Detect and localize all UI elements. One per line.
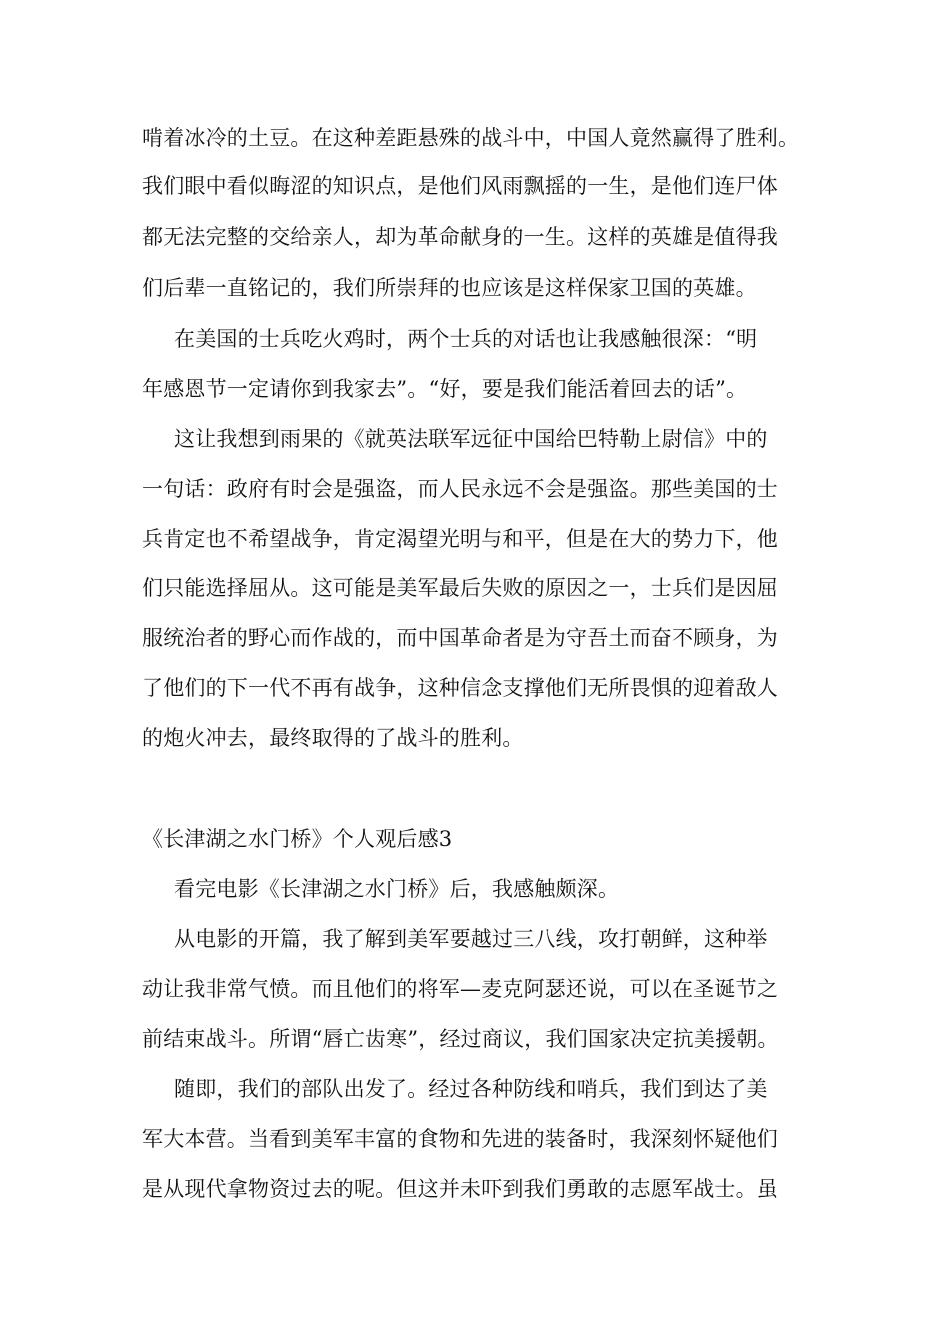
text-line: 前结束战斗。所谓“唇亡齿寒”，经过商议，我们国家决定抗美援朝。 xyxy=(142,1027,779,1051)
text-line: 动让我非常气愤。而且他们的将军—麦克阿瑟还说，可以在圣诞节之 xyxy=(142,977,778,1001)
text-line: 这让我想到雨果的《就英法联军远征中国给巴特勒上尉信》中的 xyxy=(174,427,768,451)
text-line: 啃着冰冷的土豆。在这种差距悬殊的战斗中，中国人竟然赢得了胜利。 xyxy=(142,126,800,150)
text-line: 年感恩节一定请你到我家去”。“好，要是我们能活着回去的话”。 xyxy=(142,377,748,401)
text-line: 我们眼中看似晦涩的知识点，是他们风雨飘摇的一生，是他们连尸体 xyxy=(142,174,778,198)
text-line: 随即，我们的部队出发了。经过各种防线和哨兵，我们到达了美 xyxy=(174,1077,768,1101)
text-line: 了他们的下一代不再有战争，这种信念支撑他们无所畏惧的迎着敌人 xyxy=(142,676,778,700)
text-line: 看完电影《长津湖之水门桥》后，我感触颇深。 xyxy=(174,877,620,901)
text-line: 兵肯定也不希望战争，肯定渴望光明与和平，但是在大的势力下，他 xyxy=(142,527,778,551)
text-line: 是从现代拿物资过去的呢。但这并未吓到我们勇敢的志愿军战士。虽 xyxy=(142,1177,778,1201)
text-line: 军大本营。当看到美军丰富的食物和先进的装备时，我深刻怀疑他们 xyxy=(142,1127,778,1151)
text-line: 在美国的士兵吃火鸡时，两个士兵的对话也让我感触很深：“明 xyxy=(174,327,758,351)
text-line: 们后辈一直铭记的，我们所崇拜的也应该是这样保家卫国的英雄。 xyxy=(142,276,757,300)
text-line: 从电影的开篇，我了解到美军要越过三八线，攻打朝鲜，这种举 xyxy=(174,927,768,951)
text-line: 服统治者的野心而作战的，而中国革命者是为守吾土而奋不顾身，为 xyxy=(142,626,778,650)
section-heading: 《长津湖之水门桥》个人观后感3 xyxy=(142,827,453,851)
text-line: 一句话：政府有时会是强盗，而人民永远不会是强盗。那些美国的士 xyxy=(142,477,778,501)
text-line: 的炮火冲去，最终取得的了战斗的胜利。 xyxy=(142,726,524,750)
text-line: 都无法完整的交给亲人，却为革命献身的一生。这样的英雄是值得我 xyxy=(142,225,778,249)
text-line: 们只能选择屈从。这可能是美军最后失败的原因之一，士兵们是因屈 xyxy=(142,576,778,600)
